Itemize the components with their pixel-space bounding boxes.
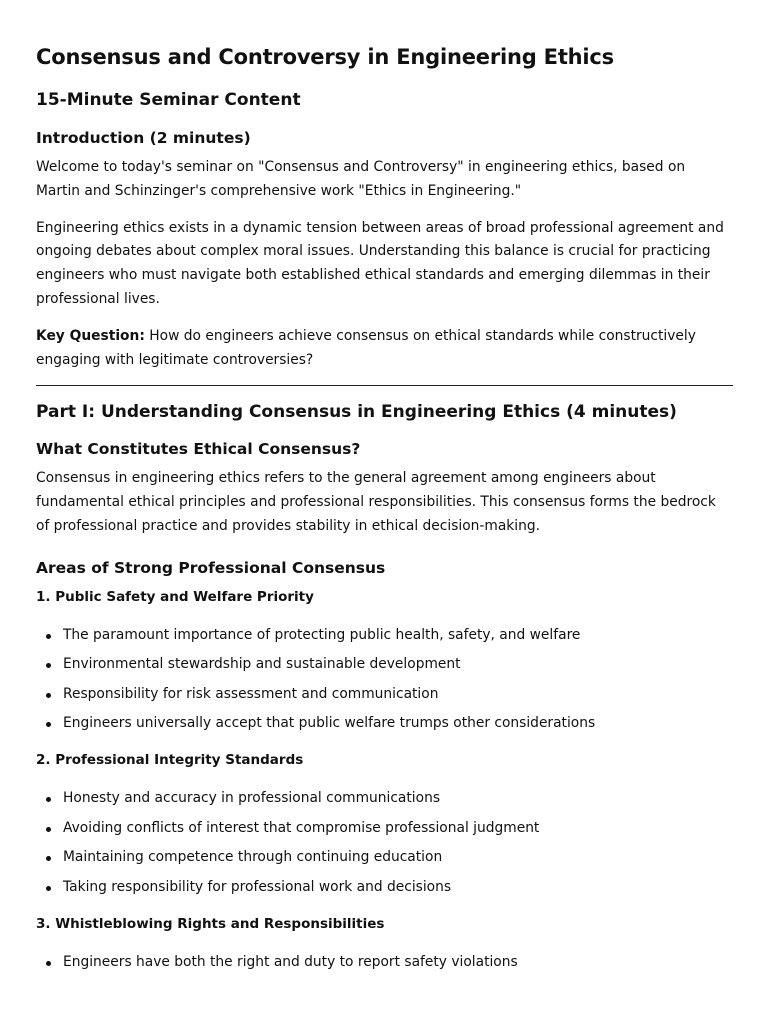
list-item: Taking responsibility for professional work and decisions	[36, 873, 733, 902]
key-question-label: Key Question:	[36, 327, 145, 344]
bullet-icon	[46, 827, 51, 832]
list-item: Responsibility for risk assessment and communication	[36, 680, 733, 709]
integrity-list	[36, 784, 733, 902]
key-question-text: How do engineers achieve consensus on ethical standards while constructively engaging with legitimate controversies?	[36, 327, 696, 368]
areas-of-consensus-heading: Areas of Strong Professional Consensus	[36, 558, 386, 577]
list-item: The paramount importance of protecting public health, safety, and welfare	[36, 621, 733, 650]
bullet-icon	[46, 797, 51, 802]
section-divider	[36, 385, 733, 386]
ethical-consensus-paragraph: Consensus in engineering ethics refers to the general agreement among engineers about fundamental ethical principles and professional responsibilities. This consensus forms the bedrock of professional practice and provides stability in ethical decision-making.	[36, 470, 716, 534]
ethical-consensus-heading: What Constitutes Ethical Consensus?	[36, 440, 361, 459]
bullet-icon	[46, 722, 51, 727]
document-title: Consensus and Controversy in Engineering Ethics	[36, 45, 614, 69]
part1-heading: Part I: Understanding Consensus in Engineering Ethics (4 minutes)	[36, 402, 677, 423]
list-item: Honesty and accuracy in professional communications	[36, 784, 733, 813]
list-item: Environmental stewardship and sustainable development	[36, 650, 733, 679]
bullet-icon	[46, 663, 51, 668]
document-content	[36, 40, 733, 977]
bullet-icon	[46, 693, 51, 698]
bullet-icon	[46, 961, 51, 966]
list-item: Engineers have both the right and duty to report safety violations	[36, 948, 733, 977]
group-heading-whistleblowing: 3. Whistleblowing Rights and Responsibilities	[36, 916, 385, 933]
introduction-heading: Introduction (2 minutes)	[36, 129, 251, 147]
bullet-icon	[46, 886, 51, 891]
list-item: Avoiding conflicts of interest that compromise professional judgment	[36, 814, 733, 843]
whistleblowing-list	[36, 948, 733, 977]
introduction-paragraph-2: Engineering ethics exists in a dynamic tension between areas of broad professional agreement and ongoing debates about complex moral issues. Understanding this balance is crucial for practicing engineers who must navigate both established ethical standards and emerging dilemmas in their professional lives.	[36, 219, 724, 307]
bullet-icon	[46, 856, 51, 861]
public-safety-list	[36, 621, 733, 739]
bullet-icon	[46, 634, 51, 639]
seminar-subtitle: 15-Minute Seminar Content	[36, 90, 301, 110]
introduction-paragraph-1: Welcome to today's seminar on "Consensus and Controversy" in engineering ethics, based on Martin and Schinzinger's comprehensive work "Ethics in Engineering."	[36, 159, 686, 199]
list-item: Engineers universally accept that public welfare trumps other considerations	[36, 709, 733, 738]
group-heading-integrity: 2. Professional Integrity Standards	[36, 752, 304, 769]
key-question-paragraph	[36, 325, 733, 373]
list-item: Maintaining competence through continuing education	[36, 843, 733, 872]
group-heading-public-safety: 1. Public Safety and Welfare Priority	[36, 588, 314, 605]
